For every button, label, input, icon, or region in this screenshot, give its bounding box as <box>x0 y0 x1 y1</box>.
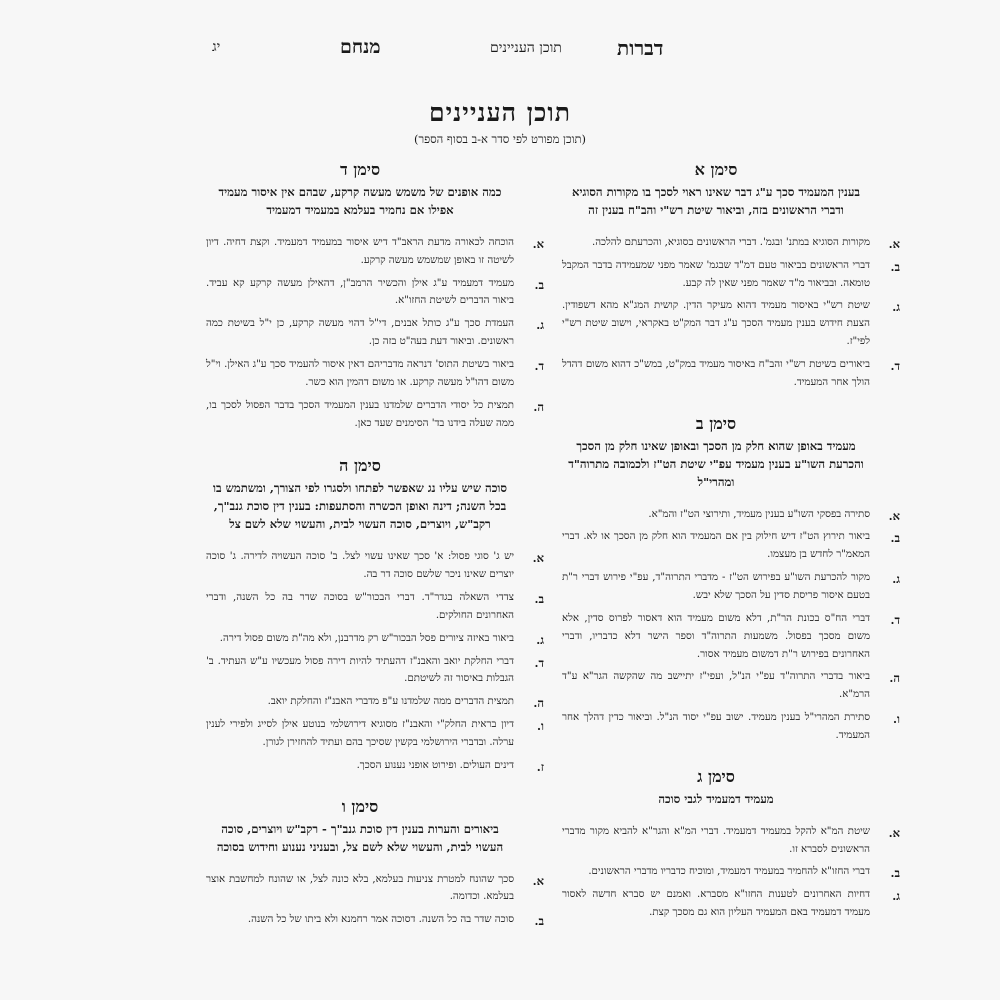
siman-section <box>206 796 544 929</box>
right-column <box>562 160 900 927</box>
list-item <box>562 863 900 881</box>
list-item <box>562 234 900 252</box>
siman-subtitle: סוכה שיש עליו נג שאפשר לפתחו ולסגרו לפי הצורך, ומשתמש בו בכל השנה; דינה ואופן הכשרה והסתעפות: בענין דין סוכת גנב"ך, רקב"ש, ויוצרים, סוכה העשוי לבית, והעשוי שלא לשם צל <box>213 481 507 532</box>
item-letter: ב. <box>534 914 544 929</box>
list-item <box>206 589 544 625</box>
item-list <box>562 823 900 922</box>
item-text: דחיות האחרונים לטענות החזו"א מסברא. ואמנם יש סברא חדשה לאסור מעמיד דמעמיד באם המעמיד העליון הוא גם מסכך קצת. <box>562 889 870 919</box>
item-letter: ד. <box>534 359 544 373</box>
list-item <box>562 297 900 351</box>
siman-section <box>206 456 544 774</box>
list-item <box>206 315 544 351</box>
item-letter: א. <box>532 236 544 251</box>
item-letter: ג. <box>892 889 900 904</box>
siman-section <box>206 160 544 432</box>
item-text: יש ג' סוגי פסול: א' סכך שאינו עשוי לצל. ב' סוכה העשויה לדירה. ג' סוכה יוצרים שאינו ניכר שלשם סוכה דר בה. <box>206 551 514 581</box>
item-text: מעמיד דמעמיד ע"ג אילן והכשיר הרמב"ן, דהאילן מעשה קרקע קא עביד. ביאור הדברים לשיטת החזו"א. <box>206 277 514 307</box>
item-text: דברי הח"ס בכונת הר"ת, דלא משום מעמיד הוא דאסור לפרוס סדין, אלא משום מסכך בפסול. משמעות התרוה"ד וספר הישר דלא כדבריו, ודברי האחרונים בפירוש ר"ת דמשום מעמיד אסור. <box>562 612 870 660</box>
item-letter: ב. <box>534 277 544 292</box>
item-text: סוכה שדר בה כל השנה. דסוכה אמר רחמנא ולא ביתו של כל השנה. <box>247 914 514 926</box>
item-text: דינים העולים. ופירוט אופני נענוע הסכך. <box>356 759 514 771</box>
list-item <box>206 653 544 689</box>
item-letter: ד. <box>890 612 900 627</box>
item-letter: ג. <box>536 632 544 647</box>
siman-section <box>562 160 900 392</box>
siman-heading: סימן ד <box>339 160 381 179</box>
item-text: דברי הראשונים בביאור טעם דמ"ד שבגמ' שאמר מפני שמעמידה בדבר המקבל טומאה. ובביאור מ"ד שאמר מפני שאין לה קבע. <box>562 259 870 289</box>
item-list <box>206 548 544 774</box>
item-text: דברי החלקת יואב והאבנ"ז דהעתיד להיות דירה פסול מעכשיו ע"ש העתיד. ב' הגבלות באיסור זה לשיטתם. <box>206 655 514 685</box>
siman-section <box>562 413 900 745</box>
author-name: מנחם <box>340 36 381 58</box>
siman-subtitle: מעמיד באופן שהוא חלק מן הסכך ובאופן שאינו חלק מן הסכך והכרעת השו"ע בענין מעמיד עפ"י שיטת הט"ז ולכמובה מתרוה"ד ומהרי"ל <box>568 438 864 489</box>
section-title: תוכן העניינים <box>490 40 562 56</box>
list-item <box>206 356 544 392</box>
page-subtitle: (תוכן מפורט לפי סדר א-ב בסוף הספר) <box>413 132 587 146</box>
book-title: דברות <box>617 36 664 60</box>
item-list <box>206 234 544 432</box>
item-letter: ב. <box>534 591 544 606</box>
page-title: תוכן העניינים <box>429 98 571 127</box>
item-letter: א. <box>888 825 900 840</box>
siman-subtitle: מעמיד דמעמיד לגבי סוכה <box>658 791 774 806</box>
item-letter: ה. <box>533 696 544 711</box>
item-letter: ג. <box>892 572 900 587</box>
item-letter: ב. <box>890 259 900 274</box>
list-item <box>562 356 900 392</box>
siman-subtitle: בענין המעמיד סכך ע"ג דבר שאינו ראוי לסכך בו מקורות הסוגיא ודברי הראשונים בזה, וביאור שיטת רש"י והב"ח בענין זה <box>572 185 860 217</box>
page-number: יג <box>212 39 221 55</box>
siman-heading: סימן א <box>694 160 738 179</box>
item-letter: א. <box>532 551 544 566</box>
siman-heading: סימן ג <box>697 766 735 786</box>
list-item <box>206 757 544 775</box>
list-item <box>562 569 900 605</box>
item-text: דברי החזו"א להחמיר במעמיד דמעמיד, ומוכיח כדבריו מדברי הראשונים. <box>588 866 870 878</box>
item-text: תמצית כל יסודי הדברים שלמדנו בענין המעמיד הסכך בדבר הפסול לסכך בו, ממה שעלה בידנו בד' הסימנים שעד כאן. <box>206 399 514 429</box>
item-text: ביאורים בשיטת רש"י והב"ח באיסור מעמיד במק"ט, במש"כ דהוא משום דהדל הולך אחר המעמיד. <box>562 359 870 388</box>
running-header <box>0 36 1000 66</box>
item-letter: ו. <box>537 719 544 734</box>
siman-heading: סימן ב <box>695 413 737 433</box>
siman-heading: סימן ה <box>339 456 381 476</box>
list-item <box>562 668 900 704</box>
list-item <box>562 823 900 859</box>
item-text: ביאור תירוץ הט"ז דיש חילוק בין אם המעמיד הוא חלק מן הסכך או לא. דברי המאמ"ר לחדש בן מעצמו. <box>562 531 870 561</box>
list-item <box>206 871 544 907</box>
item-text: ביאור באיזה ציורים פסל הבכור"ש רק מדרבנן, ולא מה"ת משום פסול דירה. <box>219 632 514 644</box>
list-item <box>562 257 900 293</box>
item-list <box>206 871 544 930</box>
item-letter: ז. <box>536 759 544 774</box>
item-text: שיטת רש"י באיסור מעמיד דהוא מעיקר הדין. קושית המג"א מהא דשפודין. הצעת חידוש בענין מעמיד הסכך ע"ג דבר המק"ט באקראי, וישוב שיטת רש"י לפי"ז. <box>562 300 870 348</box>
list-item <box>562 506 900 524</box>
list-item <box>562 528 900 564</box>
item-letter: ג. <box>892 300 900 315</box>
item-text: צדדי השאלה בגדר"ד. דברי הבכור"ש בסוכה שדר בה כל השנה, ודברי האחרונים החולקים. <box>206 591 514 621</box>
list-item <box>206 693 544 711</box>
list-item <box>206 716 544 752</box>
item-letter: ב. <box>890 531 900 546</box>
item-list <box>562 234 900 392</box>
list-item <box>562 886 900 922</box>
list-item <box>206 911 544 929</box>
item-text: הוכחה לכאורה מדעת הראב"ד דיש איסור במעמיד דמעמיד. וקצת דחיה. דיון לשיטה זו באופן שמשמש מעשה קרקע. <box>206 236 514 266</box>
siman-subtitle: ביאורים והערות בענין דין סוכת גנב"ך - רקב"ש ויוצרים, סוכה העשוי לבית, והעשוי שלא לשם צל, ובעניני נענוע וחידוש בסוכה <box>216 821 504 854</box>
list-item <box>206 234 544 270</box>
item-text: סכך שהונח למטרת צניעות בעלמא, בלא כונה לצל, או שהונח למחשבת אוצר בעלמא. וכדומה. <box>206 873 514 903</box>
list-item <box>562 709 900 745</box>
item-list <box>562 506 900 745</box>
item-text: ביאור בדברי התרוה"ד עפ"י הנ"ל, ועפי"ז יתיישב מה שהקשה הגר"א ע"ד הרמ"א. <box>562 671 870 701</box>
item-text: סתירה בפסקי השו"ע בענין מעמיד, ותירוצי הט"ז והמ"א. <box>648 508 870 520</box>
item-letter: א. <box>532 873 544 888</box>
item-text: ביאור בשיטת התוס' דנראה מדבריהם דאין איסור להעמיד סכך ע"ג האילן. וי"ל משום דהו"ל מעשה קרקע. או משום דהמין הוא כשר. <box>206 359 514 388</box>
item-text: העמדת סכך ע"ג כותל אבנים, די"ל דהוי מעשה קרקע, כן י"ל בשיטת כמה ראשונים. וביאור דעת בעה"ט בזה כן. <box>206 318 514 348</box>
item-text: דיון בראית החלק"י והאבנ"ז מסוגיא דירושלמי בנוטע אילן לסייג ולפירי לענין ערלה. ובדברי הירושלמי בקשין שסיכך בהם ועתיד להחזירן לגורן. <box>206 719 514 748</box>
siman-heading: סימן ו <box>341 796 379 816</box>
siman-subtitle: כמה אופנים של משמש מעשה קרקע, שבהם אין איסור מעמיד אפילו אם נחמיר בעלמא במעמיד דמעמיד <box>218 185 502 217</box>
item-letter: א. <box>888 508 900 523</box>
item-text: שיטת המ"א להקל במעמיד דמעמיד. דברי המ"א והגר"א להביא מקור מדברי הראשונים לסברא זו. <box>562 825 870 855</box>
list-item <box>206 630 544 648</box>
item-text: תמצית הדברים ממה שלמדנו ע"פ מדברי האבנ"ז והחלקת יואב. <box>267 696 514 708</box>
left-column <box>206 160 544 934</box>
item-letter: ד. <box>534 655 544 670</box>
list-item <box>562 610 900 664</box>
siman-section <box>562 766 900 922</box>
item-letter: ה. <box>533 399 544 414</box>
list-item <box>206 548 544 584</box>
item-letter: ב. <box>890 866 900 881</box>
item-letter: ה. <box>889 671 900 686</box>
list-item <box>206 275 544 311</box>
item-text: מקור להכרעת השו"ע בפירוש הט"ז - מדברי התרוה"ד, עפ"י פירוש דברי ר"ת בטעם איסור פריסת סדין על הסכך שלא יבש. <box>562 572 870 601</box>
item-letter: ג. <box>536 318 544 333</box>
item-text: סתירת המהרי"ל בענין מעמיד. ישוב עפ"י יסוד הנ"ל. וביאור כדין דהלך אחר המעמיד. <box>562 712 870 741</box>
item-letter: ו. <box>893 712 900 727</box>
item-letter: א. <box>888 236 900 251</box>
item-text: מקורות הסוגיא במתנ' ובגמ'. דברי הראשונים בסוגיא, והכרעתם להלכה. <box>591 236 870 248</box>
item-letter: ד. <box>890 359 900 373</box>
list-item <box>206 397 544 433</box>
